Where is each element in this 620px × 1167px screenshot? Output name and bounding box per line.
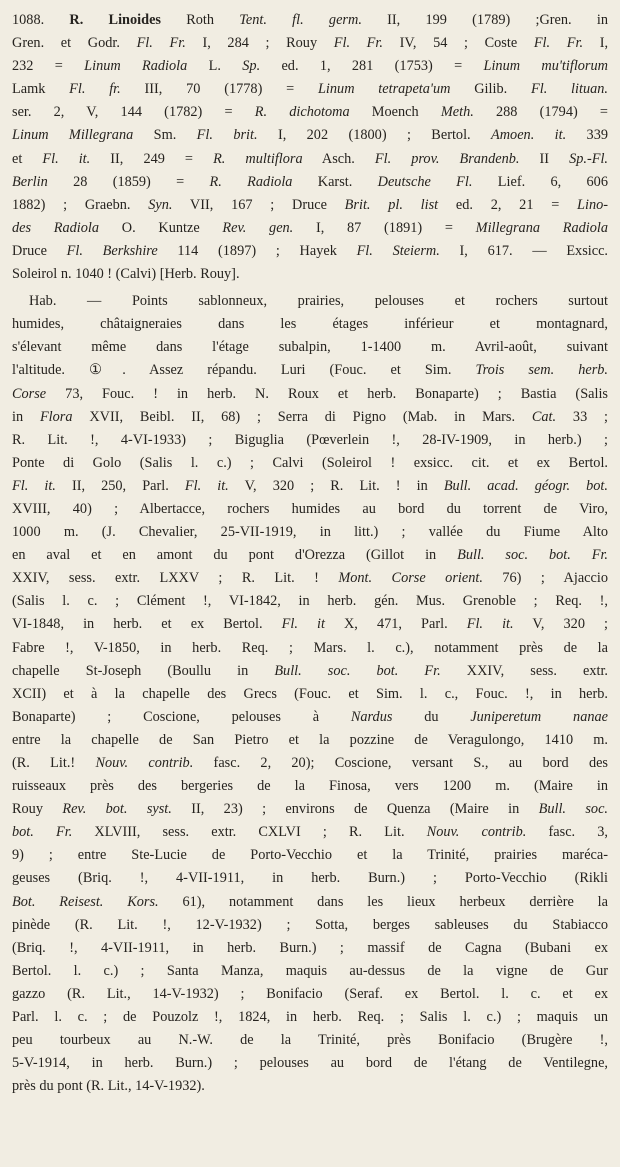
synonymy-line: Gren. et Godr. Fl. Fr. I, 284 ; Rouy Fl. Fr. IV, 54 ; Coste Fl. Fr. I, bbox=[12, 35, 609, 52]
habitat-line: 1000 m. (J. Chevalier, 25-VII-1919, in litt.) ; vallée du Fiume Alto bbox=[12, 524, 608, 541]
synonymy-line: Linum Millegrana Sm. Fl. brit. I, 202 (1800) ; Bertol. Amoen. it. 339 bbox=[12, 127, 608, 144]
habitat-line: pinède (R. Lit. !, 12-V-1932) ; Sotta, berges sableuses du Stabiacco bbox=[12, 916, 608, 933]
habitat-line: geuses (Briq. !, 4-VII-1911, in herb. Burn.) ; Porto-Vecchio (Rikli bbox=[12, 870, 608, 887]
habitat-line: XVIII, 40) ; Albertacce, rochers humides au bord du torrent de Viro, bbox=[12, 500, 608, 517]
synonymy-line: 1882) ; Graebn. Syn. VII, 167 ; Druce Brit. pl. list ed. 2, 21 = Lino- bbox=[12, 196, 609, 213]
habitat-paragraph bbox=[12, 290, 608, 1098]
habitat-line: 9) ; entre Ste-Lucie de Porto-Vecchio et la Trinité, prairies maréca- bbox=[12, 847, 608, 864]
habitat-line: (R. Lit.! Nouv. contrib. fasc. 2, 20); Coscione, versant S., au bord des bbox=[12, 755, 608, 771]
habitat-line: ruisseaux près des bergeries de la Finosa, vers 1200 m. (Maire in bbox=[12, 778, 608, 795]
synonymy-line: des Radiola O. Kuntze Rev. gen. I, 87 (1891) = Millegrana Radiola bbox=[12, 219, 608, 236]
synonymy-line: Soleirol n. 1040 ! (Calvi) [Herb. Rouy]. bbox=[12, 266, 240, 283]
habitat-line: Rouy Rev. bot. syst. II, 23) ; environs de Quenza (Maire in Bull. soc. bbox=[12, 801, 608, 818]
habitat-line: 5-V-1914, in herb. Burn.) ; pelouses au bord de l'étang de Ventilegne, bbox=[12, 1055, 608, 1072]
habitat-line: Ponte di Golo (Salis l. c.) ; Calvi (Soleirol ! exsicc. cit. et ex Bertol. bbox=[12, 454, 608, 471]
habitat-line: près du pont (R. Lit., 14-V-1932). bbox=[12, 1078, 205, 1095]
habitat-line: Bot. Reisest. Kors. 61), notamment dans les lieux herbeux derrière la bbox=[12, 893, 608, 910]
habitat-line: peu tourbeux au N.-W. de la Trinité, près Bonifacio (Brugère !, bbox=[12, 1032, 608, 1049]
habitat-line: gazzo (R. Lit., 14-V-1932) ; Bonifacio (Seraf. ex Bertol. l. c. et ex bbox=[12, 985, 608, 1002]
habitat-line: (Salis l. c. ; Clément !, VI-1842, in herb. gén. Mus. Grenoble ; Req. !, bbox=[12, 593, 608, 610]
synonymy-line: 232 = Linum Radiola L. Sp. ed. 1, 281 (1753) = Linum mu'tiflorum bbox=[12, 58, 608, 75]
habitat-line: in Flora XVII, Beibl. II, 68) ; Serra di Pigno (Mab. in Mars. Cat. 33 ; bbox=[12, 408, 608, 425]
habitat-line: Parl. l. c. ; de Pouzolz !, 1824, in herb. Req. ; Salis l. c.) ; maquis un bbox=[12, 1009, 608, 1026]
synonymy-line: ser. 2, V, 144 (1782) = R. dichotoma Moench Meth. 288 (1794) = bbox=[12, 104, 608, 121]
habitat-line: Corse 73, Fouc. ! in herb. N. Roux et herb. Bonaparte) ; Bastia (Salis bbox=[12, 385, 608, 402]
synonymy-line: Lamk Fl. fr. III, 70 (1778) = Linum tetrapeta'um Gilib. Fl. lituan. bbox=[12, 81, 608, 98]
habitat-line: Bertol. l. c.) ; Santa Manza, maquis au-dessus de la vigne de Gur bbox=[12, 962, 608, 979]
synonymy-line: et Fl. it. II, 249 = R. multiflora Asch. Fl. prov. Brandenb. II Sp.-Fl. bbox=[12, 150, 609, 167]
habitat-line: XCII) et à la chapelle des Grecs (Fouc. et Sim. l. c., Fouc. !, in herb. bbox=[12, 685, 608, 702]
synonymy-line: 1088. R. Linoides Roth Tent. fl. germ. II, 199 (1789) ;Gren. in bbox=[12, 12, 608, 28]
habitat-line: Hab. — Points sablonneux, prairies, pelouses et rochers surtout bbox=[29, 293, 608, 310]
habitat-line: Bonaparte) ; Coscione, pelouses à Nardus du Juniperetum nanae bbox=[12, 708, 608, 725]
habitat-line: en aval et en amont du pont d'Orezza (Gillot in Bull. soc. bot. Fr. bbox=[12, 547, 608, 564]
habitat-line: R. Lit. !, 4-VI-1933) ; Biguglia (Pœverlein !, 28-IV-1909, in herb.) ; bbox=[12, 431, 608, 448]
habitat-line: entre la chapelle de San Pietro et la pozzine de Veragulongo, 1410 m. bbox=[12, 731, 608, 748]
synonymy-line: Druce Fl. Berkshire 114 (1897) ; Hayek Fl. Steierm. I, 617. — Exsicc. bbox=[12, 242, 609, 259]
habitat-line: XXIV, sess. extr. LXXV ; R. Lit. ! Mont. Corse orient. 76) ; Ajaccio bbox=[12, 570, 608, 587]
habitat-line: bot. Fr. XLVIII, sess. extr. CXLVI ; R. Lit. Nouv. contrib. fasc. 3, bbox=[12, 824, 608, 841]
habitat-line: VI-1848, in herb. et ex Bertol. Fl. it X, 471, Parl. Fl. it. V, 320 ; bbox=[12, 616, 609, 633]
habitat-line: humides, châtaigneraies dans les étages inférieur et montagnard, bbox=[12, 316, 608, 333]
habitat-line: chapelle St-Joseph (Boullu in Bull. soc. bot. Fr. XXIV, sess. extr. bbox=[12, 662, 608, 679]
habitat-line: Fl. it. II, 250, Parl. Fl. it. V, 320 ; R. Lit. ! in Bull. acad. géogr. bot. bbox=[12, 477, 608, 494]
habitat-line: Fabre !, V-1850, in herb. Req. ; Mars. l. c.), notamment près de la bbox=[12, 639, 608, 656]
habitat-line: l'altitude. ①. Assez répandu. Luri (Fouc. et Sim. Trois sem. herb. bbox=[12, 362, 608, 379]
habitat-line: s'élevant même dans l'étage subalpin, 1-1400 m. Avril-août, suivant bbox=[12, 339, 608, 356]
synonymy-paragraph bbox=[12, 9, 608, 286]
habitat-line: (Briq. !, 4-VII-1911, in herb. Burn.) ; massif de Cagna (Bubani ex bbox=[12, 939, 608, 956]
synonymy-line: Berlin 28 (1859) = R. Radiola Karst. Deutsche Fl. Lief. 6, 606 bbox=[12, 173, 608, 190]
